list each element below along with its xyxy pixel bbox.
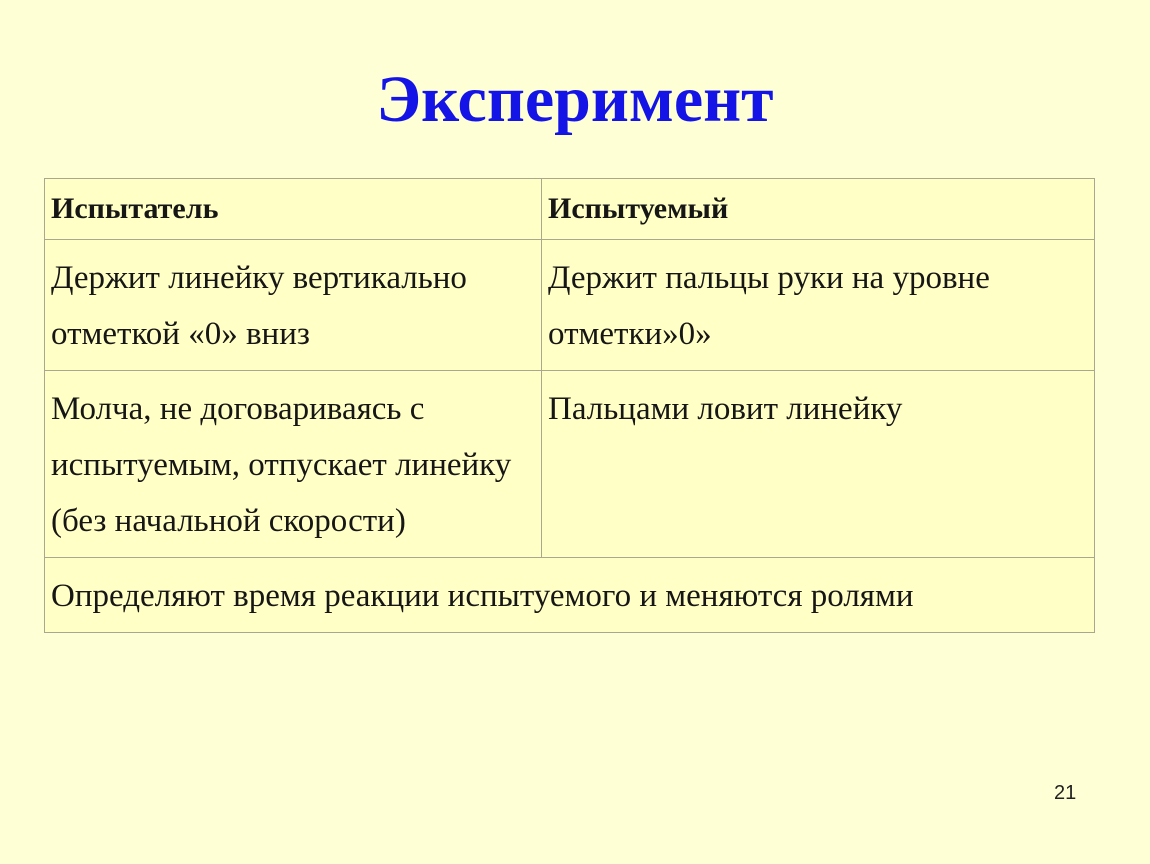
table-footer-row — [45, 558, 1095, 633]
table-row — [45, 371, 1095, 558]
page-number: 21 — [1054, 782, 1077, 804]
header-subject: Испытуемый — [542, 179, 1095, 240]
row-1-tester: Держит линейку вертикально отметкой «0» вниз — [45, 240, 542, 371]
footer-cell: Определяют время реакции испытуемого и меняются ролями — [45, 558, 1095, 633]
row-2-tester: Молча, не договариваясь с испытуемым, отпускает линейку (без начальной скорости) — [45, 371, 542, 558]
header-tester: Испытатель — [45, 179, 542, 240]
table-row — [45, 240, 1095, 371]
row-1-subject: Держит пальцы руки на уровне отметки»0» — [542, 240, 1095, 371]
experiment-table — [44, 178, 1095, 633]
table-header-row — [45, 179, 1095, 240]
row-2-subject: Пальцами ловит линейку — [542, 371, 1095, 558]
slide-title: Эксперимент — [376, 63, 774, 136]
